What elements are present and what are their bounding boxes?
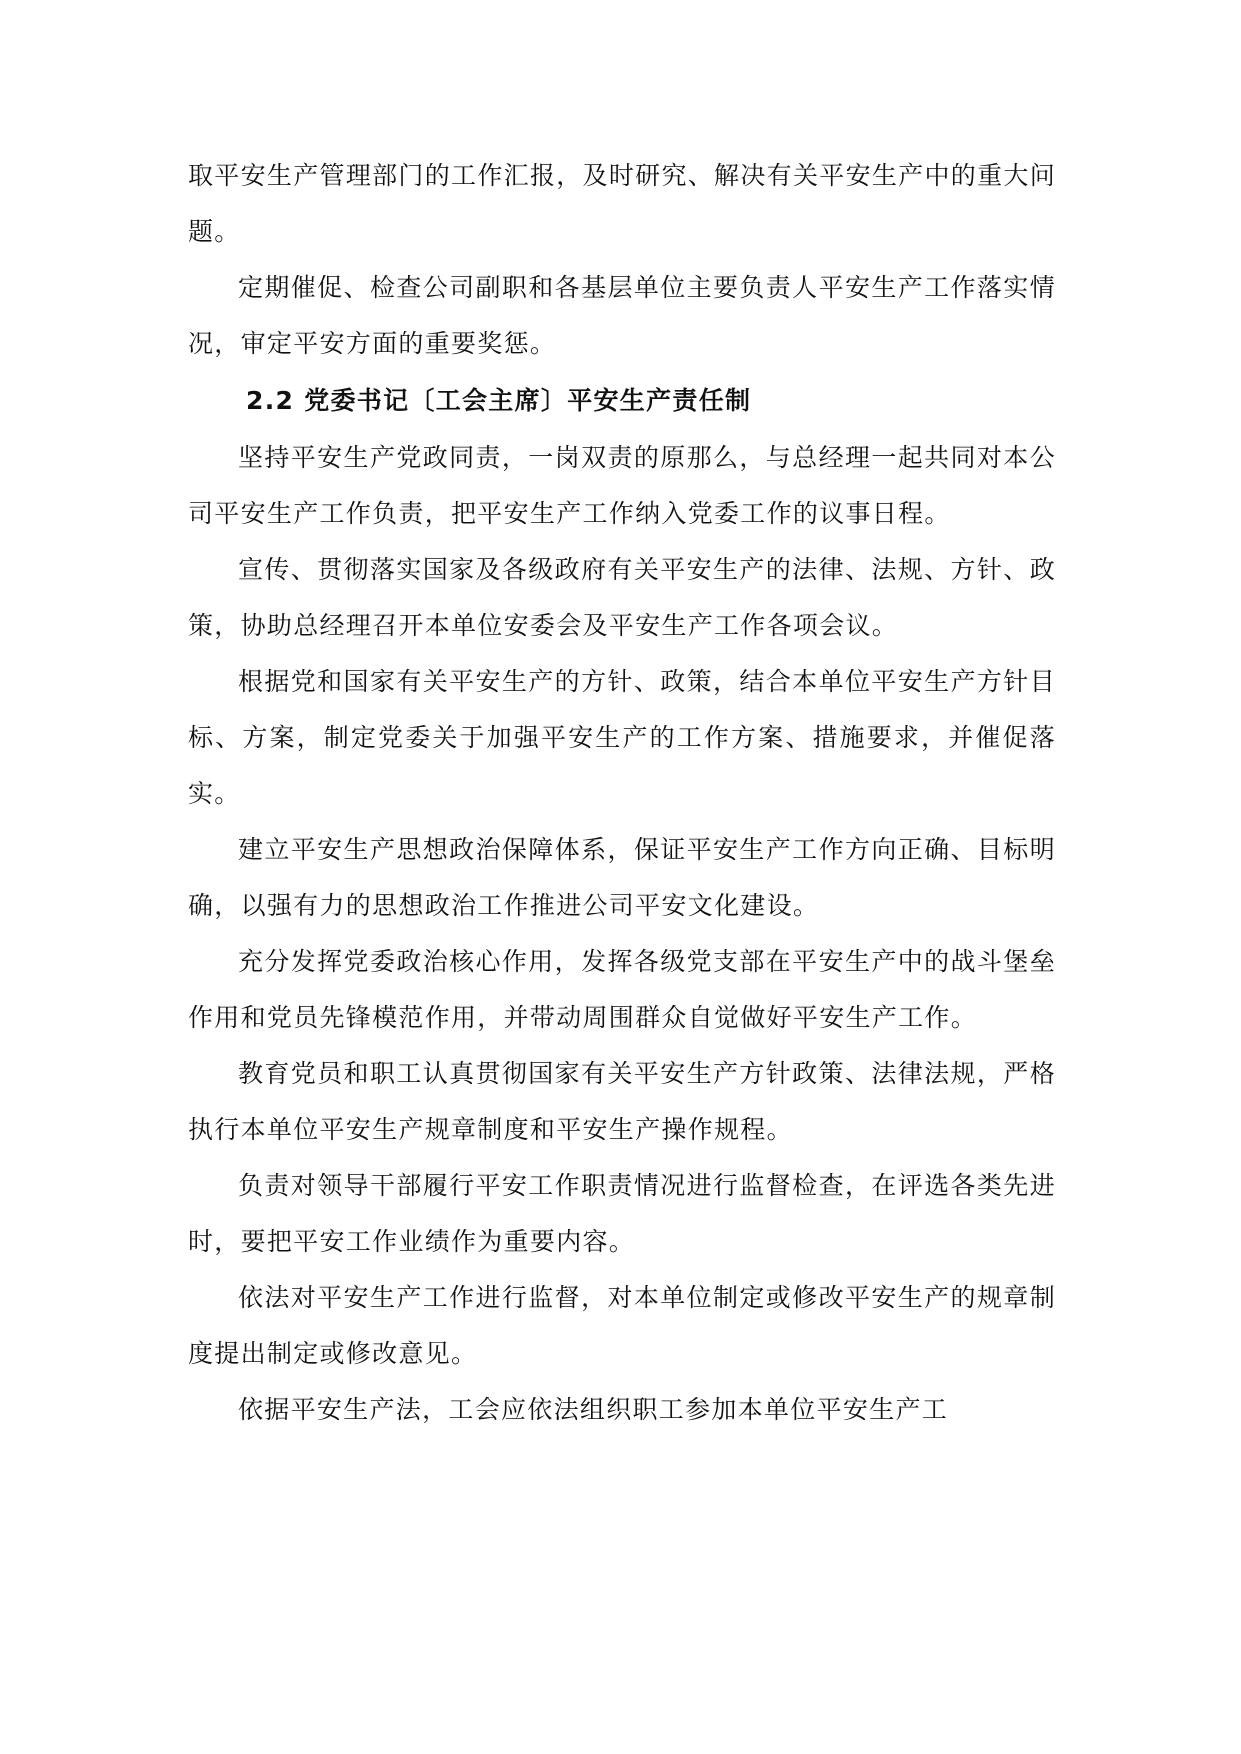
- paragraph-6: 建立平安生产思想政治保障体系，保证平安生产工作方向正确、目标明确，以强有力的思想政治工作推进公司平安文化建设。: [188, 835, 1056, 920]
- paragraph-9: 负责对领导干部履行平安工作职责情况进行监督检查，在评选各类先进时，要把平安工作业绩作为重要内容。: [188, 1171, 1056, 1256]
- paragraph-10: 依法对平安生产工作进行监督，对本单位制定或修改平安生产的规章制度提出制定或修改意见。: [188, 1283, 1056, 1368]
- paragraph-4: 宣传、贯彻落实国家及各级政府有关平安生产的法律、法规、方针、政策，协助总经理召开本单位安委会及平安生产工作各项会议。: [188, 555, 1056, 640]
- paragraph-5: 根据党和国家有关平安生产的方针、政策，结合本单位平安生产方针目标、方案，制定党委关于加强平安生产的工作方案、措施要求，并催促落实。: [188, 667, 1056, 808]
- paragraph-1: 取平安生产管理部门的工作汇报，及时研究、解决有关平安生产中的重大问题。: [188, 161, 1056, 246]
- document-body: [188, 148, 1056, 1438]
- section-heading: 2.2 党委书记〔工会主席〕平安生产责任制: [246, 386, 752, 415]
- paragraph-7: 充分发挥党委政治核心作用，发挥各级党支部在平安生产中的战斗堡垒作用和党员先锋模范作用，并带动周围群众自觉做好平安生产工作。: [188, 947, 1056, 1032]
- paragraph-3: 坚持平安生产党政同责，一岗双责的原那么，与总经理一起共同对本公司平安生产工作负责，把平安生产工作纳入党委工作的议事日程。: [188, 443, 1056, 528]
- paragraph-8: 教育党员和职工认真贯彻国家有关平安生产方针政策、法律法规，严格执行本单位平安生产规章制度和平安生产操作规程。: [188, 1059, 1056, 1144]
- paragraph-2: 定期催促、检查公司副职和各基层单位主要负责人平安生产工作落实情况，审定平安方面的重要奖惩。: [188, 273, 1056, 358]
- paragraph-11: 依据平安生产法，工会应依法组织职工参加本单位平安生产工: [238, 1395, 949, 1424]
